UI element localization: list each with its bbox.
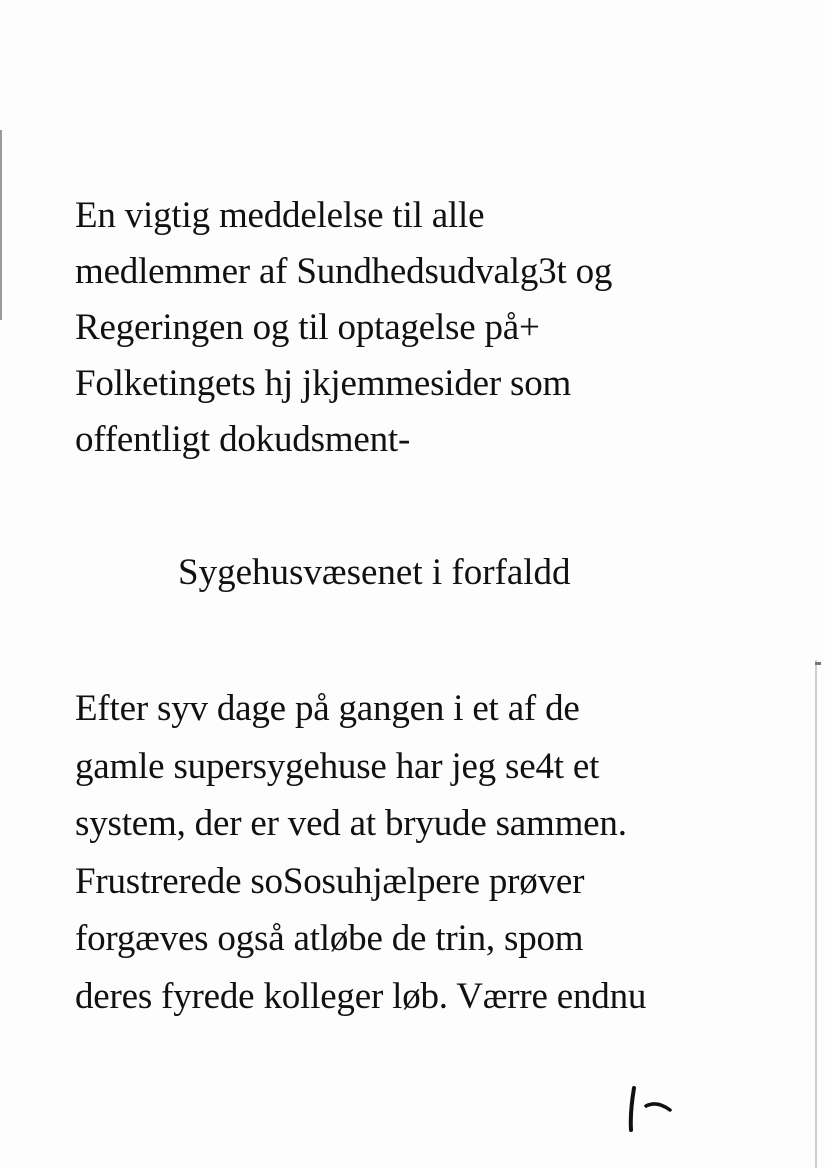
body-line: Efter syv dage på gangen i et af de — [75, 688, 580, 729]
body-line: forgæves også atløbe de trin, spom — [75, 918, 584, 959]
intro-line: Regeringen og til optagelse på+ — [75, 307, 540, 348]
body-line: gamle supersygehuse har jeg se4t et — [75, 745, 600, 787]
body-line: deres fyrede kolleger løb. Værre endnu — [75, 975, 647, 1017]
intro-line: En vigtig meddelelse til alle — [75, 195, 485, 236]
scan-edge-tick — [815, 662, 821, 665]
intro-paragraph — [75, 188, 775, 468]
body-paragraph — [75, 680, 775, 1025]
body-line: Frustrerede soSosuhjælpere prøver — [75, 860, 585, 902]
intro-line: medlemmer af Sundhedsudvalg3t og — [75, 251, 613, 292]
scan-edge-left — [0, 130, 2, 320]
document-heading: Sygehusvæsenet i forfaldd — [178, 552, 571, 593]
intro-line: Folketingets hj jkjemmesider som — [75, 363, 572, 404]
body-line: system, der er ved at bryude sammen. — [75, 803, 627, 844]
scan-edge-right — [815, 660, 817, 1168]
handwritten-page-number — [620, 1080, 680, 1140]
intro-line: offentligt dokudsment- — [75, 419, 411, 460]
